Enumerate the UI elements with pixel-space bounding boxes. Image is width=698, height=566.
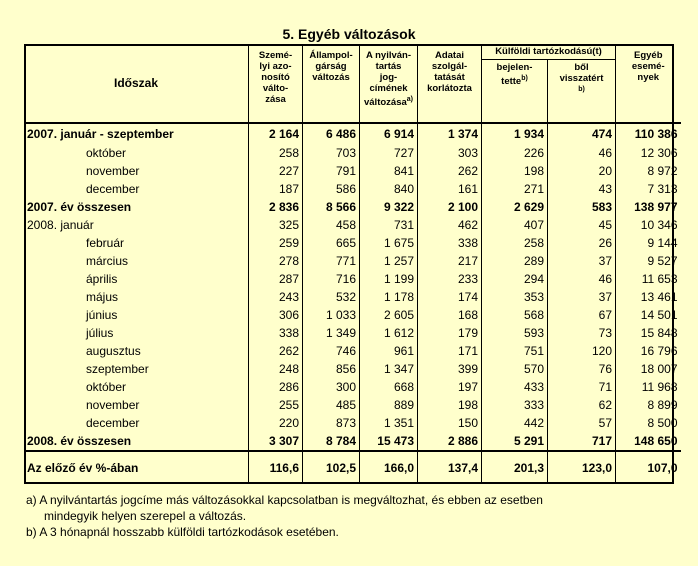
table-title: 5. Egyéb változások bbox=[282, 26, 416, 42]
cell-col1: 286 bbox=[249, 378, 303, 396]
cell-col7: 8 899 bbox=[616, 396, 681, 414]
cell-col1: 2 164 bbox=[249, 123, 303, 144]
cell-col7: 7 313 bbox=[616, 180, 681, 198]
cell-col1: 187 bbox=[249, 180, 303, 198]
data-table bbox=[24, 44, 681, 484]
cell-col5: 442 bbox=[482, 414, 548, 432]
cell-col1: 220 bbox=[249, 414, 303, 432]
table-row bbox=[24, 198, 681, 216]
row-label: július bbox=[86, 326, 114, 340]
cell-col2: 6 486 bbox=[303, 123, 360, 144]
cell-col6: 26 bbox=[548, 234, 616, 252]
cell-col1: 338 bbox=[249, 324, 303, 342]
cell-col1: 259 bbox=[249, 234, 303, 252]
cell-col7: 15 848 bbox=[616, 324, 681, 342]
cell-col6: 46 bbox=[548, 144, 616, 162]
cell-col4: 171 bbox=[418, 342, 482, 360]
cell-col6: 120 bbox=[548, 342, 616, 360]
header-c6 bbox=[548, 59, 616, 123]
cell-col5: 570 bbox=[482, 360, 548, 378]
table-row bbox=[24, 342, 681, 360]
cell-col7: 107,0 bbox=[616, 451, 681, 484]
row-label: november bbox=[86, 398, 140, 412]
header-c5-l0: bejelen- bbox=[496, 61, 533, 73]
cell-col4: 399 bbox=[418, 360, 482, 378]
cell-col1: 262 bbox=[249, 342, 303, 360]
cell-col6: 46 bbox=[548, 270, 616, 288]
cell-col5: 353 bbox=[482, 288, 548, 306]
cell-col2: 532 bbox=[303, 288, 360, 306]
table-row bbox=[24, 216, 681, 234]
header-c3-l0: A nyilván- bbox=[365, 50, 412, 61]
cell-col2: 856 bbox=[303, 360, 360, 378]
header-c1-l0: Szemé- bbox=[258, 50, 293, 61]
header-c4-l3: korlátozta bbox=[427, 83, 472, 94]
row-label: 2007. év összesen bbox=[27, 200, 132, 214]
cell-col6: 67 bbox=[548, 306, 616, 324]
cell-col6: 37 bbox=[548, 288, 616, 306]
header-c1-l3: válto- bbox=[262, 83, 289, 94]
cell-col6: 20 bbox=[548, 162, 616, 180]
header-c5-sup: b) bbox=[521, 74, 528, 82]
header-c4-l0: Adatai bbox=[434, 50, 465, 61]
cell-col3: 166,0 bbox=[360, 451, 418, 484]
cell-col7: 11 968 bbox=[616, 378, 681, 396]
header-c5 bbox=[482, 59, 548, 123]
table-row bbox=[24, 144, 681, 162]
row-label: június bbox=[86, 308, 118, 322]
row-label: 2007. január - szeptember bbox=[27, 127, 174, 141]
cell-col1: 306 bbox=[249, 306, 303, 324]
cell-col2: 873 bbox=[303, 414, 360, 432]
cell-col4: 174 bbox=[418, 288, 482, 306]
cell-col3: 727 bbox=[360, 144, 418, 162]
cell-col6: 45 bbox=[548, 216, 616, 234]
header-c3-l3: címének bbox=[369, 83, 408, 94]
cell-col6: 474 bbox=[548, 123, 616, 144]
row-label: október bbox=[86, 146, 127, 160]
cell-col2: 746 bbox=[303, 342, 360, 360]
header-c4-l2: tatását bbox=[434, 72, 465, 83]
cell-col7: 110 386 bbox=[616, 123, 681, 144]
cell-col5: 226 bbox=[482, 144, 548, 162]
cell-col2: 485 bbox=[303, 396, 360, 414]
cell-col5: 271 bbox=[482, 180, 548, 198]
cell-col5: 407 bbox=[482, 216, 548, 234]
cell-col4: 197 bbox=[418, 378, 482, 396]
cell-col3: 6 914 bbox=[360, 123, 418, 144]
row-label: október bbox=[86, 380, 127, 394]
cell-col3: 15 473 bbox=[360, 432, 418, 451]
table-row-pct bbox=[24, 451, 681, 484]
cell-col3: 1 257 bbox=[360, 252, 418, 270]
cell-col1: 2 836 bbox=[249, 198, 303, 216]
cell-col4: 262 bbox=[418, 162, 482, 180]
header-c2-l2: változás bbox=[312, 72, 350, 83]
cell-col6: 37 bbox=[548, 252, 616, 270]
cell-col2: 716 bbox=[303, 270, 360, 288]
table-row bbox=[24, 270, 681, 288]
cell-col4: 233 bbox=[418, 270, 482, 288]
row-label: szeptember bbox=[86, 362, 149, 376]
table-row bbox=[24, 234, 681, 252]
cell-col2: 458 bbox=[303, 216, 360, 234]
header-c1 bbox=[249, 44, 303, 123]
cell-col3: 1 347 bbox=[360, 360, 418, 378]
cell-col6: 62 bbox=[548, 396, 616, 414]
cell-col1: 243 bbox=[249, 288, 303, 306]
table-row bbox=[24, 432, 681, 451]
cell-col1: 258 bbox=[249, 144, 303, 162]
header-c1-l4: zása bbox=[265, 94, 286, 105]
header-c3-l2: jog- bbox=[379, 72, 398, 83]
cell-col6: 73 bbox=[548, 324, 616, 342]
header-period: Időszak bbox=[24, 44, 249, 123]
cell-col7: 11 653 bbox=[616, 270, 681, 288]
table-body bbox=[24, 123, 681, 484]
cell-col3: 2 605 bbox=[360, 306, 418, 324]
table-row bbox=[24, 414, 681, 432]
cell-col5: 2 629 bbox=[482, 198, 548, 216]
cell-col7: 8 972 bbox=[616, 162, 681, 180]
row-label: február bbox=[86, 236, 125, 250]
cell-col1: 3 307 bbox=[249, 432, 303, 451]
row-label: Az előző év %-ában bbox=[27, 461, 139, 475]
cell-col1: 116,6 bbox=[249, 451, 303, 484]
cell-col7: 14 501 bbox=[616, 306, 681, 324]
cell-col2: 771 bbox=[303, 252, 360, 270]
table-row bbox=[24, 378, 681, 396]
row-label: augusztus bbox=[86, 344, 141, 358]
cell-col7: 138 977 bbox=[616, 198, 681, 216]
cell-col5: 333 bbox=[482, 396, 548, 414]
row-label: 2008. év összesen bbox=[24, 432, 249, 451]
header-c3-sup: a) bbox=[406, 96, 413, 103]
cell-col2: 791 bbox=[303, 162, 360, 180]
cell-col5: 294 bbox=[482, 270, 548, 288]
footnote-b: b) A 3 hónapnál hosszabb külföldi tartózkodások esetében. bbox=[26, 525, 339, 539]
cell-col6: 717 bbox=[548, 432, 616, 451]
cell-col1: 278 bbox=[249, 252, 303, 270]
cell-col3: 668 bbox=[360, 378, 418, 396]
cell-col4: 462 bbox=[418, 216, 482, 234]
cell-col3: 9 322 bbox=[360, 198, 418, 216]
table-row bbox=[24, 252, 681, 270]
cell-col4: 217 bbox=[418, 252, 482, 270]
cell-col6: 123,0 bbox=[548, 451, 616, 484]
cell-col2: 586 bbox=[303, 180, 360, 198]
table-row bbox=[24, 324, 681, 342]
cell-col3: 1 612 bbox=[360, 324, 418, 342]
row-label: április bbox=[86, 272, 118, 286]
cell-col3: 841 bbox=[360, 162, 418, 180]
cell-col5: 258 bbox=[482, 234, 548, 252]
footnote-a-line1: a) A nyilvántartás jogcíme más változásokkal kapcsolatban is megváltozhat, és ebben az esetben bbox=[26, 493, 543, 507]
cell-col7: 148 650 bbox=[616, 432, 681, 451]
cell-col4: 198 bbox=[418, 396, 482, 414]
header-c4 bbox=[418, 44, 482, 123]
cell-col1: 255 bbox=[249, 396, 303, 414]
cell-col7: 16 796 bbox=[616, 342, 681, 360]
cell-col3: 840 bbox=[360, 180, 418, 198]
cell-col4: 179 bbox=[418, 324, 482, 342]
cell-col2: 665 bbox=[303, 234, 360, 252]
cell-col7: 8 500 bbox=[616, 414, 681, 432]
cell-col2: 8 566 bbox=[303, 198, 360, 216]
cell-col4: 168 bbox=[418, 306, 482, 324]
cell-col2: 300 bbox=[303, 378, 360, 396]
row-label: november bbox=[86, 164, 140, 178]
cell-col3: 889 bbox=[360, 396, 418, 414]
cell-col4: 338 bbox=[418, 234, 482, 252]
table-header bbox=[24, 44, 681, 123]
cell-col3: 961 bbox=[360, 342, 418, 360]
cell-col7: 12 306 bbox=[616, 144, 681, 162]
cell-col2: 8 784 bbox=[303, 432, 360, 451]
cell-col1: 287 bbox=[249, 270, 303, 288]
cell-col5: 593 bbox=[482, 324, 548, 342]
header-c7-l1: esemé- bbox=[631, 61, 665, 72]
cell-col5: 433 bbox=[482, 378, 548, 396]
header-c6-sup: b) bbox=[578, 85, 585, 93]
row-label: május bbox=[86, 290, 119, 304]
table-row bbox=[24, 306, 681, 324]
cell-col7: 9 144 bbox=[616, 234, 681, 252]
cell-col5: 5 291 bbox=[482, 432, 548, 451]
cell-col5: 289 bbox=[482, 252, 548, 270]
cell-col7: 18 007 bbox=[616, 360, 681, 378]
cell-col4: 137,4 bbox=[418, 451, 482, 484]
cell-col3: 1 675 bbox=[360, 234, 418, 252]
table-row bbox=[24, 162, 681, 180]
table-row bbox=[24, 360, 681, 378]
cell-col6: 43 bbox=[548, 180, 616, 198]
cell-col6: 57 bbox=[548, 414, 616, 432]
table-row bbox=[24, 288, 681, 306]
header-c7-l0: Egyéb bbox=[633, 50, 663, 61]
cell-col6: 76 bbox=[548, 360, 616, 378]
cell-col5: 568 bbox=[482, 306, 548, 324]
header-c3-l1: tartás bbox=[375, 61, 402, 72]
header-c7-l2: nyek bbox=[637, 72, 660, 83]
header-c2-l0: Állampol- bbox=[309, 50, 353, 61]
cell-col5: 751 bbox=[482, 342, 548, 360]
table-row bbox=[24, 123, 681, 144]
cell-col1: 325 bbox=[249, 216, 303, 234]
cell-col1: 248 bbox=[249, 360, 303, 378]
table-row bbox=[24, 396, 681, 414]
cell-col3: 1 199 bbox=[360, 270, 418, 288]
cell-col4: 303 bbox=[418, 144, 482, 162]
row-label: december bbox=[86, 182, 140, 196]
cell-col7: 13 461 bbox=[616, 288, 681, 306]
cell-col2: 703 bbox=[303, 144, 360, 162]
header-c5-l1: tette bbox=[501, 75, 522, 87]
cell-col2: 1 033 bbox=[303, 306, 360, 324]
cell-col2: 1 349 bbox=[303, 324, 360, 342]
cell-col3: 731 bbox=[360, 216, 418, 234]
header-c2-l1: gárság bbox=[315, 61, 347, 72]
cell-col5: 198 bbox=[482, 162, 548, 180]
cell-col6: 71 bbox=[548, 378, 616, 396]
footnotes bbox=[26, 492, 543, 540]
cell-col4: 2 100 bbox=[418, 198, 482, 216]
row-label: március bbox=[86, 254, 129, 268]
cell-col4: 2 886 bbox=[418, 432, 482, 451]
row-label: 2008. január bbox=[27, 218, 94, 232]
header-c3 bbox=[360, 44, 418, 123]
cell-col5: 201,3 bbox=[482, 451, 548, 484]
header-c7 bbox=[616, 44, 681, 123]
row-label: december bbox=[86, 416, 140, 430]
cell-col6: 583 bbox=[548, 198, 616, 216]
header-c1-l2: nosító bbox=[261, 72, 290, 83]
cell-col4: 150 bbox=[418, 414, 482, 432]
cell-col7: 9 527 bbox=[616, 252, 681, 270]
header-c1-l1: lyi azo- bbox=[259, 61, 292, 72]
footnote-a-line2: mindegyik helyen szerepel a változás. bbox=[44, 509, 247, 523]
header-c6-l1: visszatért bbox=[559, 72, 604, 84]
cell-col4: 161 bbox=[418, 180, 482, 198]
cell-col4: 1 374 bbox=[418, 123, 482, 144]
cell-col5: 1 934 bbox=[482, 123, 548, 144]
cell-col3: 1 178 bbox=[360, 288, 418, 306]
header-c2 bbox=[303, 44, 360, 123]
cell-col2: 102,5 bbox=[303, 451, 360, 484]
cell-col3: 1 351 bbox=[360, 414, 418, 432]
header-group-foreign: Külföldi tartózkodású(t) bbox=[482, 44, 616, 59]
cell-col1: 227 bbox=[249, 162, 303, 180]
cell-col7: 10 346 bbox=[616, 216, 681, 234]
header-c6-l0: ből bbox=[574, 61, 589, 73]
table-row bbox=[24, 180, 681, 198]
header-c4-l1: szolgál- bbox=[431, 61, 468, 72]
header-c3-l4: változása bbox=[363, 97, 407, 109]
